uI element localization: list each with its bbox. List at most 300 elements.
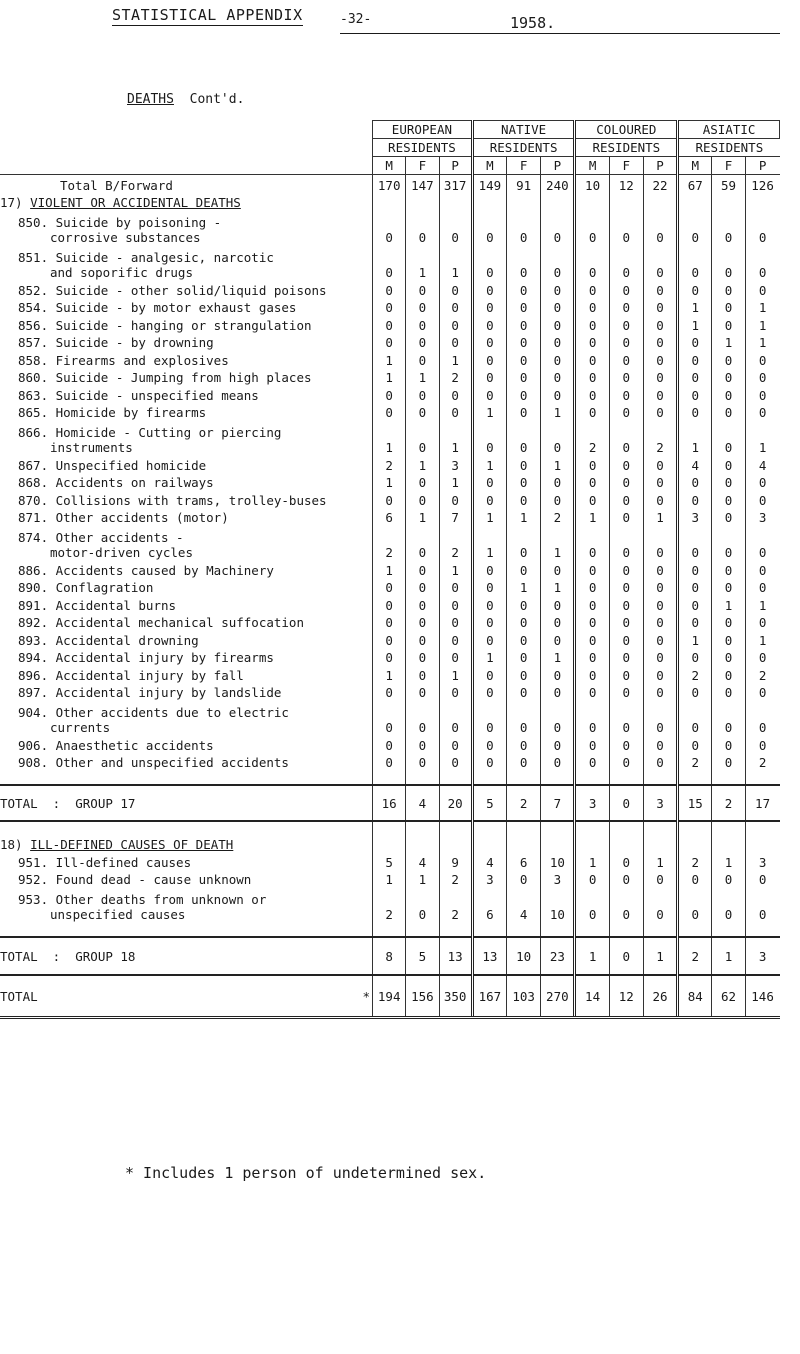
table-cell: 0 — [745, 578, 779, 596]
table-cell: 0 — [678, 735, 712, 753]
table-cell: 167 — [472, 975, 506, 1018]
footnote-marker: * — [362, 988, 371, 1004]
table-cell: 0 — [745, 368, 779, 386]
table-cell: 0 — [406, 683, 439, 701]
table-cell: 0 — [506, 473, 540, 491]
table-cell: 0 — [541, 700, 575, 735]
table-cell: 0 — [575, 455, 609, 473]
table-cell: 0 — [439, 630, 472, 648]
table-cell: 0 — [373, 245, 406, 280]
row-label — [0, 473, 373, 491]
table-cell: 0 — [745, 613, 779, 631]
table-cell: 0 — [541, 595, 575, 613]
table-cell: 1 — [712, 595, 745, 613]
table-cell: 0 — [609, 665, 643, 683]
section-row — [0, 821, 780, 852]
table-cell: 0 — [712, 648, 745, 666]
footnote: * Includes 1 person of undetermined sex. — [125, 1164, 487, 1182]
table-cell: 0 — [373, 595, 406, 613]
table-cell: 1 — [745, 333, 779, 351]
row-label-text: 874. Other accidents - — [18, 530, 184, 545]
table-cell: 6 — [373, 508, 406, 526]
table-cell: 350 — [439, 975, 472, 1018]
table-cell: 0 — [712, 560, 745, 578]
table-cell: 0 — [439, 280, 472, 298]
table-cell: 0 — [609, 455, 643, 473]
table-cell: 240 — [541, 175, 575, 193]
table-cell: 0 — [406, 525, 439, 560]
table-cell: 3 — [439, 455, 472, 473]
table-cell: 0 — [609, 630, 643, 648]
table-cell: 0 — [439, 298, 472, 316]
table-cell: 0 — [472, 298, 506, 316]
table-cell-empty — [575, 821, 609, 852]
table-cell: 0 — [506, 350, 540, 368]
table-cell: 0 — [712, 280, 745, 298]
section-title-text: ILL-DEFINED CAUSES OF DEATH — [30, 837, 234, 852]
table-cell: 0 — [609, 210, 643, 245]
table-cell: 5 — [373, 852, 406, 870]
table-cell-empty — [472, 821, 506, 852]
total-label: TOTAL : GROUP 18 — [0, 937, 373, 975]
table-cell: 0 — [643, 210, 677, 245]
table-row — [0, 665, 780, 683]
header-blank — [0, 157, 373, 175]
table-cell-empty — [745, 821, 779, 852]
table-cell: 0 — [609, 785, 643, 821]
table-cell: 0 — [745, 350, 779, 368]
table-cell: 2 — [678, 937, 712, 975]
row-label-continued: currents — [50, 720, 111, 735]
table-cell: 0 — [406, 403, 439, 421]
table-cell: 1 — [712, 937, 745, 975]
table-cell: 62 — [712, 975, 745, 1018]
table-cell-empty — [609, 193, 643, 211]
table-cell: 0 — [575, 280, 609, 298]
table-cell: 1 — [472, 508, 506, 526]
table-cell: 0 — [575, 315, 609, 333]
row-label — [0, 560, 373, 578]
table-cell: 0 — [406, 473, 439, 491]
sub-header-residents: RESIDENTS — [678, 139, 780, 157]
table-cell: 67 — [678, 175, 712, 193]
table-cell-empty — [506, 193, 540, 211]
table-cell: 0 — [575, 595, 609, 613]
row-label — [0, 613, 373, 631]
table-cell: 5 — [406, 937, 439, 975]
table-cell: 2 — [745, 753, 779, 771]
table-cell: 0 — [575, 630, 609, 648]
table-cell: 0 — [575, 735, 609, 753]
table-cell: 0 — [678, 683, 712, 701]
table-cell: 1 — [439, 473, 472, 491]
total-row-group-17 — [0, 785, 780, 821]
table-cell-empty — [575, 922, 609, 937]
table-cell: 4 — [678, 455, 712, 473]
table-cell: 0 — [439, 333, 472, 351]
table-cell: 0 — [609, 473, 643, 491]
col-header: M — [373, 157, 406, 175]
deaths-table — [0, 120, 780, 1019]
table-cell-empty — [373, 821, 406, 852]
table-cell: 2 — [678, 852, 712, 870]
table-cell: 0 — [745, 735, 779, 753]
table-cell: 2 — [439, 870, 472, 888]
table-cell: 0 — [609, 385, 643, 403]
table-cell-empty — [373, 193, 406, 211]
grand-total-text: TOTAL — [0, 988, 38, 1004]
table-cell: 2 — [575, 420, 609, 455]
row-label — [0, 385, 373, 403]
table-cell: 22 — [643, 175, 677, 193]
table-cell: 1 — [472, 648, 506, 666]
table-cell: 0 — [506, 280, 540, 298]
table-cell: 0 — [406, 420, 439, 455]
table-cell: 0 — [609, 937, 643, 975]
table-cell: 0 — [678, 350, 712, 368]
table-cell: 0 — [472, 683, 506, 701]
table-cell: 0 — [712, 613, 745, 631]
table-cell: 0 — [439, 595, 472, 613]
row-label — [0, 245, 373, 280]
table-cell: 0 — [506, 210, 540, 245]
table-cell: 2 — [678, 753, 712, 771]
row-label-text: 893. Accidental drowning — [18, 632, 199, 648]
row-label-text: 854. Suicide - by motor exhaust gases — [18, 300, 297, 315]
table-cell: 0 — [678, 280, 712, 298]
table-cell: 6 — [506, 852, 540, 870]
table-cell: 0 — [609, 852, 643, 870]
table-cell: 0 — [506, 368, 540, 386]
table-cell: 146 — [745, 975, 779, 1018]
table-cell: 0 — [712, 473, 745, 491]
table-cell: 0 — [609, 753, 643, 771]
page-subtitle — [127, 92, 244, 107]
table-cell-empty — [712, 821, 745, 852]
table-cell-empty — [643, 821, 677, 852]
table-cell: 0 — [406, 753, 439, 771]
table-cell: 1 — [575, 852, 609, 870]
table-cell: 0 — [745, 245, 779, 280]
table-cell: 0 — [439, 385, 472, 403]
table-cell: 1 — [406, 368, 439, 386]
table-cell-empty — [406, 922, 439, 937]
table-cell: 0 — [712, 403, 745, 421]
table-cell: 0 — [373, 280, 406, 298]
table-cell: 0 — [609, 403, 643, 421]
table-cell: 2 — [439, 887, 472, 922]
table-cell: 1 — [745, 315, 779, 333]
table-cell: 1 — [745, 595, 779, 613]
table-cell: 91 — [506, 175, 540, 193]
row-label — [0, 403, 373, 421]
table-cell: 1 — [373, 870, 406, 888]
table-cell: 0 — [712, 870, 745, 888]
table-cell: 10 — [541, 887, 575, 922]
table-cell: 17 — [745, 785, 779, 821]
table-cell: 0 — [643, 473, 677, 491]
table-cell: 0 — [678, 333, 712, 351]
row-label-text: 952. Found dead - cause unknown — [18, 872, 252, 887]
table-cell: 13 — [472, 937, 506, 975]
table-cell: 9 — [439, 852, 472, 870]
table-cell: 1 — [406, 455, 439, 473]
table-cell: 7 — [439, 508, 472, 526]
table-cell: 0 — [541, 368, 575, 386]
table-cell: 0 — [712, 525, 745, 560]
group-header-coloured: COLOURED — [575, 121, 678, 139]
table-cell-empty — [678, 770, 712, 785]
table-cell: 0 — [575, 473, 609, 491]
table-cell-empty — [439, 193, 472, 211]
table-cell: 2 — [439, 525, 472, 560]
row-label — [0, 595, 373, 613]
table-cell: 4 — [406, 785, 439, 821]
table-cell: 0 — [575, 333, 609, 351]
year-label: 1958. — [510, 14, 556, 32]
table-cell: 0 — [609, 280, 643, 298]
table-cell: 0 — [439, 683, 472, 701]
table-cell: 0 — [506, 753, 540, 771]
table-cell: 0 — [575, 525, 609, 560]
table-cell: 0 — [406, 560, 439, 578]
table-cell: 3 — [575, 785, 609, 821]
table-cell: 0 — [472, 368, 506, 386]
row-label — [0, 887, 373, 922]
table-cell: 0 — [506, 245, 540, 280]
table-cell: 0 — [575, 648, 609, 666]
table-cell: 0 — [541, 613, 575, 631]
table-cell: 4 — [472, 852, 506, 870]
table-cell: 0 — [406, 630, 439, 648]
table-cell: 0 — [406, 887, 439, 922]
row-label-text: 953. Other deaths from unknown or — [18, 892, 267, 907]
table-cell: 0 — [506, 870, 540, 888]
section-number: 18) — [0, 837, 23, 852]
row-label — [0, 578, 373, 596]
table-cell: 1 — [678, 298, 712, 316]
sub-header-residents: RESIDENTS — [373, 139, 473, 157]
row-label — [0, 508, 373, 526]
table-cell: 1 — [406, 870, 439, 888]
table-cell: 0 — [745, 473, 779, 491]
table-cell: 0 — [472, 735, 506, 753]
table-cell: 0 — [472, 578, 506, 596]
table-cell: 1 — [643, 852, 677, 870]
table-row — [0, 870, 780, 888]
table-cell: 317 — [439, 175, 472, 193]
table-cell: 0 — [712, 665, 745, 683]
table-cell: 2 — [745, 665, 779, 683]
table-cell: 0 — [745, 887, 779, 922]
table-cell: 1 — [472, 525, 506, 560]
table-cell-empty — [609, 821, 643, 852]
row-label-text: 904. Other accidents due to electric — [18, 705, 289, 720]
table-cell: 1 — [745, 420, 779, 455]
deaths-table-wrapper — [0, 120, 780, 1019]
table-body — [0, 175, 780, 1018]
table-cell: 0 — [406, 648, 439, 666]
section-title — [0, 193, 373, 211]
table-row — [0, 385, 780, 403]
col-header: F — [406, 157, 439, 175]
col-header: M — [575, 157, 609, 175]
table-cell: 1 — [373, 420, 406, 455]
row-label — [0, 735, 373, 753]
row-label-continued: instruments — [50, 440, 133, 455]
table-cell: 6 — [472, 887, 506, 922]
table-cell: 0 — [373, 403, 406, 421]
table-cell-empty — [575, 770, 609, 785]
table-cell: 0 — [439, 753, 472, 771]
table-cell-empty — [472, 770, 506, 785]
table-cell: 0 — [541, 298, 575, 316]
table-cell: 1 — [373, 368, 406, 386]
table-cell: 0 — [472, 753, 506, 771]
header-rule — [340, 33, 780, 34]
table-cell: 0 — [609, 648, 643, 666]
table-cell: 0 — [643, 870, 677, 888]
table-cell: 0 — [406, 280, 439, 298]
table-row — [0, 595, 780, 613]
table-cell: 0 — [506, 700, 540, 735]
table-cell: 4 — [506, 887, 540, 922]
table-cell: 0 — [745, 385, 779, 403]
table-cell: 0 — [575, 385, 609, 403]
section-title-text: VIOLENT OR ACCIDENTAL DEATHS — [30, 195, 241, 210]
table-cell: 0 — [373, 683, 406, 701]
sub-header-residents: RESIDENTS — [575, 139, 678, 157]
table-cell: 3 — [643, 785, 677, 821]
row-label-text: 866. Homicide - Cutting or piercing — [18, 425, 282, 440]
table-cell: 194 — [373, 975, 406, 1018]
group-header-asiatic: ASIATIC — [678, 121, 780, 139]
table-cell: 0 — [643, 245, 677, 280]
table-cell: 0 — [609, 887, 643, 922]
row-label-text: 892. Accidental mechanical suffocation — [18, 615, 304, 630]
table-cell: 0 — [406, 298, 439, 316]
table-cell-empty — [439, 922, 472, 937]
table-cell-empty — [406, 193, 439, 211]
table-cell: 0 — [472, 385, 506, 403]
table-row — [0, 735, 780, 753]
row-label-text: 868. Accidents on railways — [18, 475, 214, 490]
header-blank — [0, 121, 373, 139]
table-cell: 16 — [373, 785, 406, 821]
table-cell: 0 — [439, 648, 472, 666]
row-label — [0, 455, 373, 473]
table-cell-empty — [439, 770, 472, 785]
table-cell: 2 — [373, 455, 406, 473]
table-cell-empty — [506, 821, 540, 852]
row-label — [0, 753, 373, 771]
table-cell: 0 — [712, 578, 745, 596]
table-cell: 84 — [678, 975, 712, 1018]
table-cell: 0 — [643, 455, 677, 473]
table-cell: 0 — [406, 578, 439, 596]
row-label — [0, 648, 373, 666]
row-label — [0, 665, 373, 683]
table-cell: 1 — [506, 508, 540, 526]
table-cell: 0 — [643, 613, 677, 631]
table-cell: 2 — [506, 785, 540, 821]
table-cell-empty — [609, 922, 643, 937]
table-cell: 0 — [472, 333, 506, 351]
table-cell: 0 — [575, 560, 609, 578]
table-row — [0, 887, 780, 922]
forward-label-text: Total B/Forward — [60, 177, 173, 193]
table-cell: 0 — [745, 700, 779, 735]
table-cell: 0 — [575, 403, 609, 421]
table-cell: 0 — [439, 210, 472, 245]
table-row — [0, 455, 780, 473]
table-cell: 0 — [609, 870, 643, 888]
row-label — [0, 490, 373, 508]
table-cell: 0 — [541, 735, 575, 753]
table-cell: 0 — [678, 560, 712, 578]
col-header: P — [745, 157, 779, 175]
table-cell: 0 — [506, 455, 540, 473]
spacer-row — [0, 770, 780, 785]
group-header-european: EUROPEAN — [373, 121, 473, 139]
sub-header-row — [0, 139, 780, 157]
table-cell: 2 — [373, 525, 406, 560]
table-row — [0, 280, 780, 298]
table-cell: 0 — [712, 385, 745, 403]
row-label-text: 852. Suicide - other solid/liquid poisons — [18, 282, 327, 298]
table-cell: 0 — [439, 315, 472, 333]
table-cell: 0 — [643, 368, 677, 386]
table-cell: 0 — [609, 613, 643, 631]
table-cell: 0 — [678, 210, 712, 245]
table-row — [0, 852, 780, 870]
table-cell: 1 — [373, 350, 406, 368]
table-cell-empty — [406, 821, 439, 852]
table-cell: 3 — [745, 852, 779, 870]
table-cell-empty — [373, 922, 406, 937]
table-cell: 1 — [541, 648, 575, 666]
table-cell: 0 — [745, 560, 779, 578]
table-cell: 0 — [506, 735, 540, 753]
table-cell: 0 — [506, 630, 540, 648]
table-cell: 1 — [541, 525, 575, 560]
row-label-text: 858. Firearms and explosives — [18, 352, 229, 368]
table-cell: 3 — [678, 508, 712, 526]
table-cell: 0 — [643, 665, 677, 683]
table-cell: 0 — [643, 490, 677, 508]
table-cell: 0 — [712, 887, 745, 922]
table-cell: 0 — [506, 420, 540, 455]
col-header: M — [472, 157, 506, 175]
subtitle-contd: Cont'd. — [189, 92, 245, 107]
table-cell: 0 — [678, 245, 712, 280]
table-cell: 1 — [541, 578, 575, 596]
table-cell: 149 — [472, 175, 506, 193]
table-cell: 0 — [506, 665, 540, 683]
table-cell: 0 — [712, 630, 745, 648]
table-cell: 0 — [609, 333, 643, 351]
row-label-text: 896. Accidental injury by fall — [18, 667, 244, 683]
table-row — [0, 648, 780, 666]
row-label — [0, 368, 373, 386]
table-cell: 0 — [609, 683, 643, 701]
table-row — [0, 560, 780, 578]
table-cell: 0 — [712, 368, 745, 386]
table-cell: 0 — [575, 613, 609, 631]
table-row — [0, 210, 780, 245]
table-cell: 0 — [472, 613, 506, 631]
table-cell: 0 — [472, 350, 506, 368]
